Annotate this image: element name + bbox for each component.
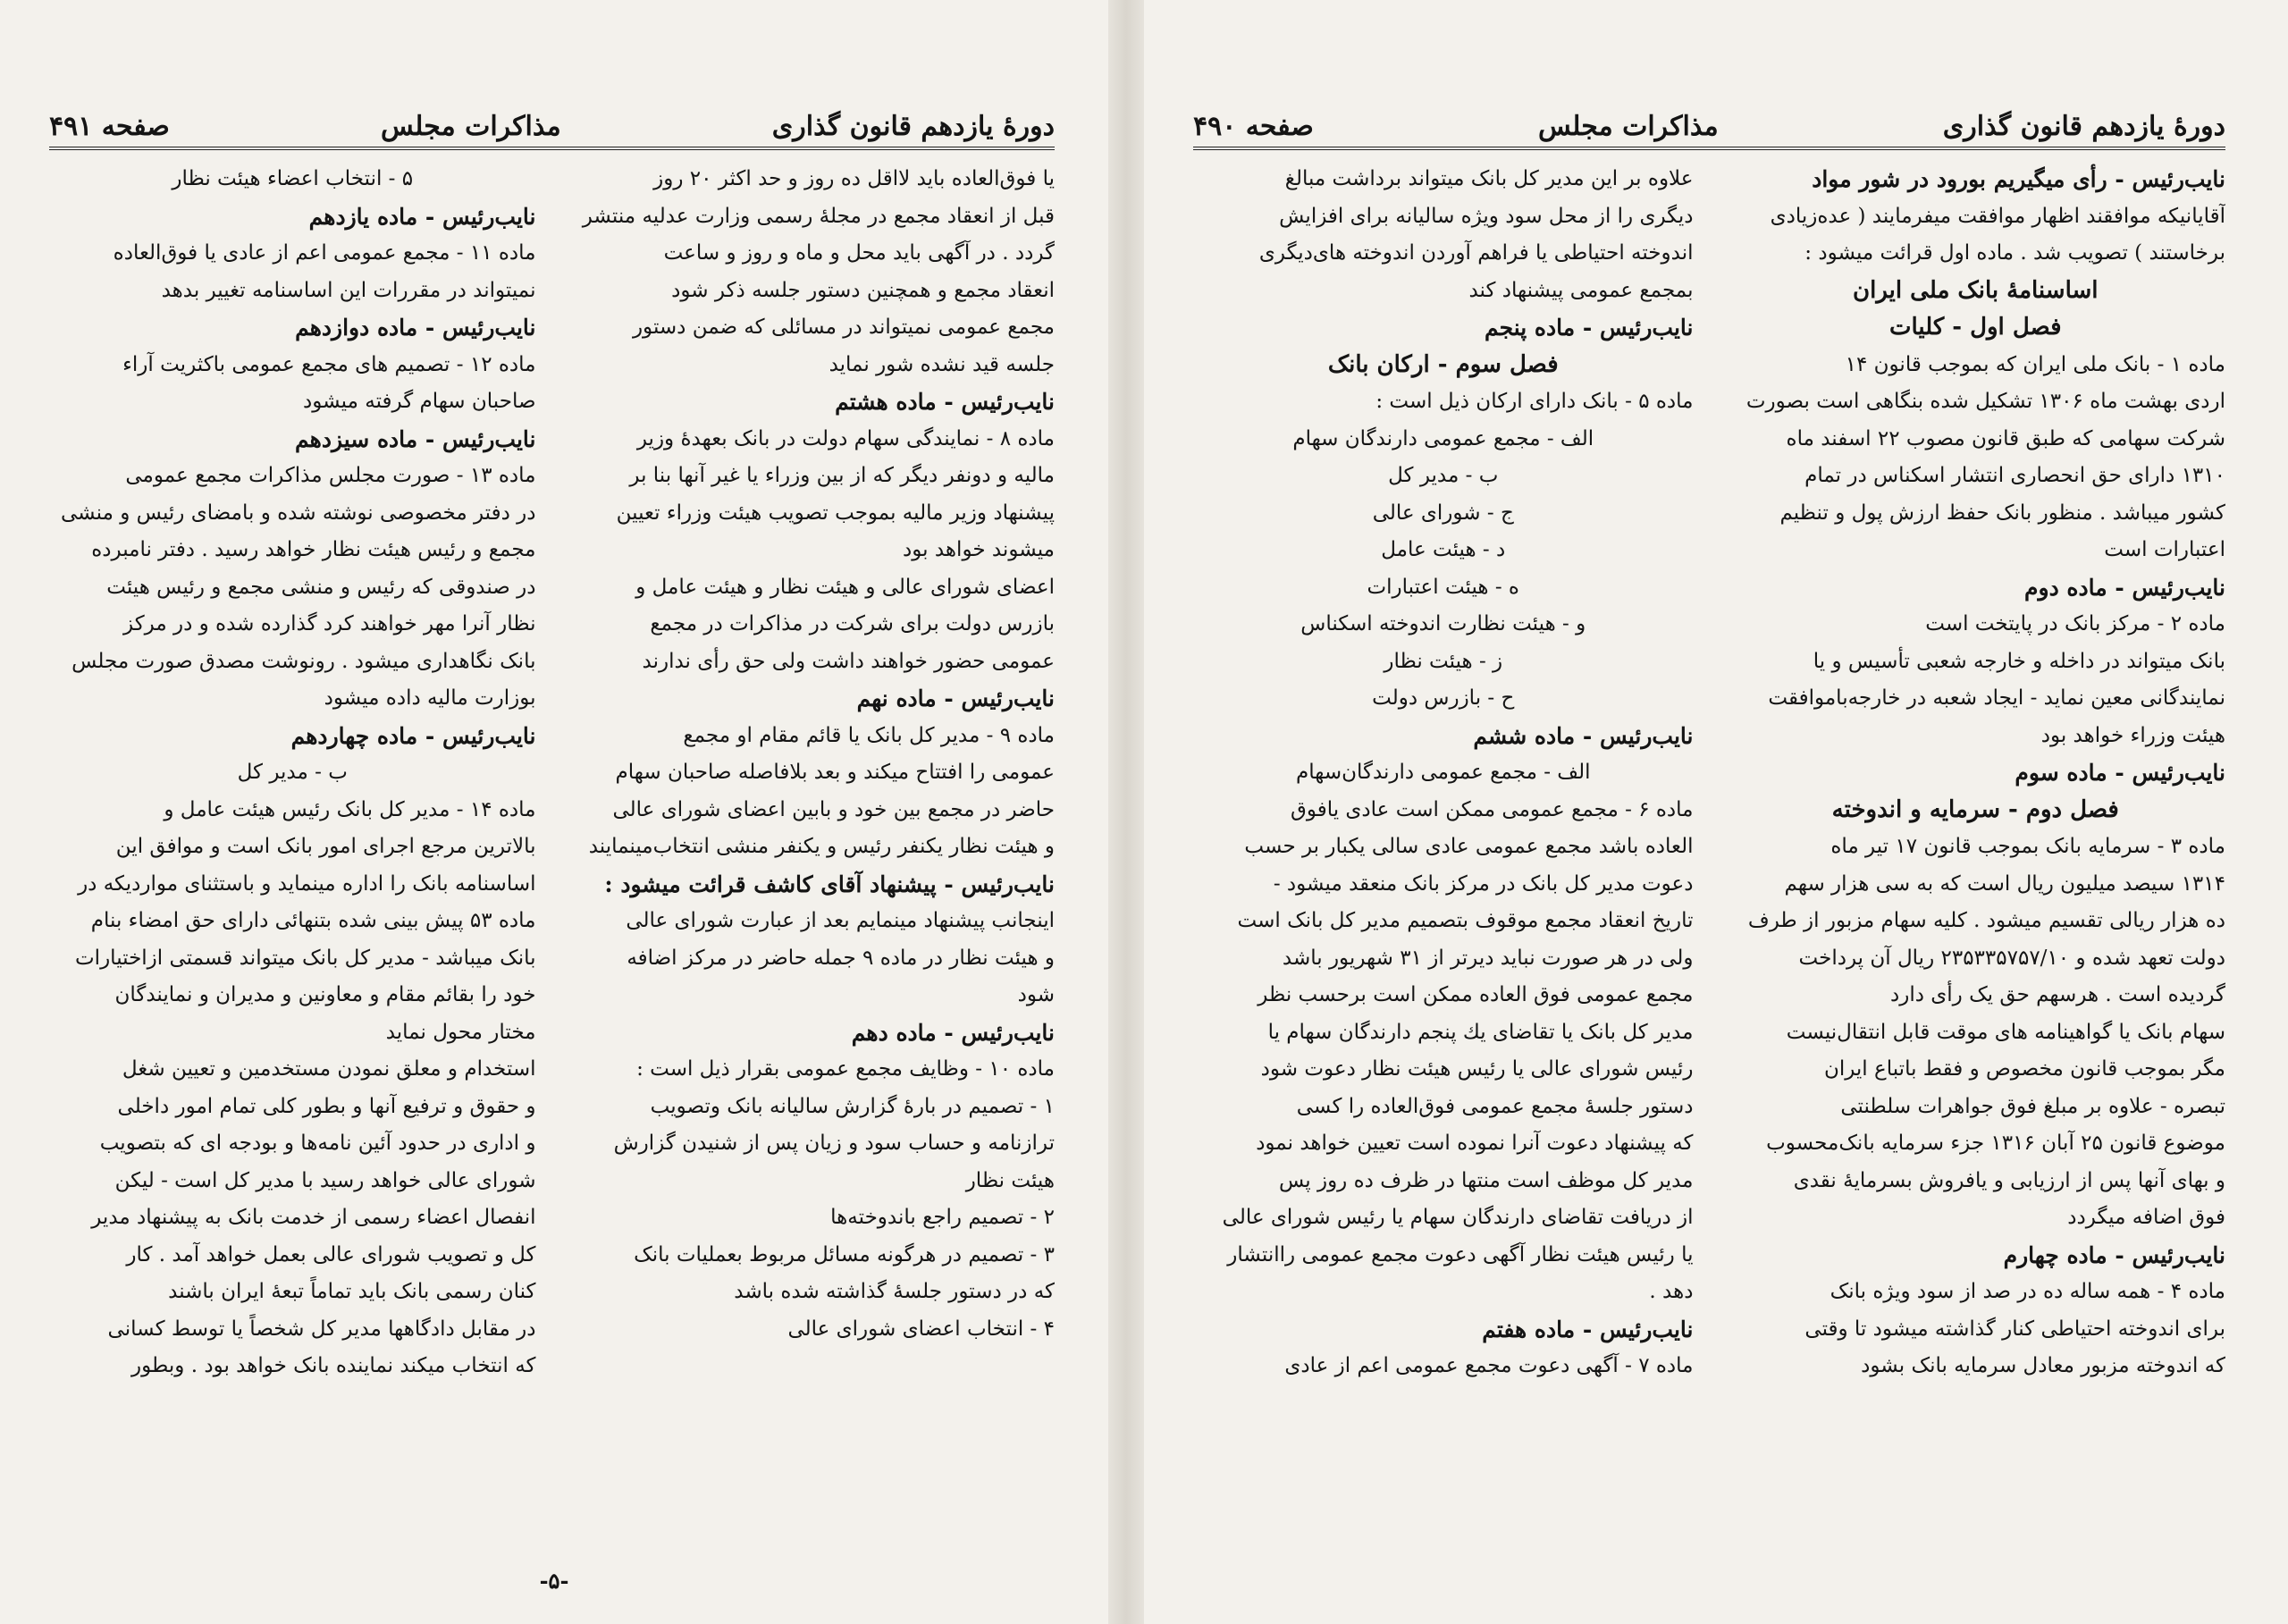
text-line: ۴ - انتخاب اعضای شورای عالی <box>787 1317 1055 1341</box>
text-line: بازرس دولت برای شرکت در مذاکرات در مجمع <box>650 612 1055 635</box>
text-line: ماده ۱۱ - مجمع عمومی اعم از عادی یا فوق‌العاده <box>113 241 536 265</box>
text-line: بانک میباشد - مدیر کل بانک میتواند قسمتی ازاختیارات <box>75 946 536 970</box>
text-line: اعضای شورای عالی و هیئت نظار و هیئت عامل و <box>635 575 1055 599</box>
text-line: عمومی حضور خواهند داشت ولی حق رأی ندارند <box>642 649 1055 673</box>
text-line: ماده ۲ - مرکز بانک در پایتخت است <box>1925 612 2225 635</box>
page-number: صفحه ۴۹۱ <box>49 110 170 142</box>
text-line: فوق اضافه میگردد <box>2067 1206 2225 1229</box>
text-line: ماده ۱۰ - وظایف مجمع عمومی بقرار ذیل است : <box>636 1057 1055 1081</box>
text-line: پیشنهاد وزیر مالیه بموجب تصویب هیئت وزراء تعیین <box>616 501 1055 525</box>
text-line: ماده ۴ - همه ساله ده در صد از سود ویژه بانک <box>1830 1280 2225 1303</box>
text-line: کل و تصویب شورای عالی بعمل خواهد آمد . کار <box>126 1242 536 1266</box>
text-line: ماده ۸ - نمایندگی سهام دولت در بانک بعهدهٔ وزیر <box>636 426 1055 450</box>
text-line: نمیتواند در مقررات این اساسنامه تغییر بدهد <box>161 278 536 302</box>
text-line: تاریخ انعقاد مجمع موقوف بتصمیم مدیر کل بانک است <box>1237 909 1694 932</box>
text-line: الف - مجمع عمومی دارندگان‌سهام <box>1295 761 1591 784</box>
text-line: مدیر کل بانک یا تقاضای یك پنجم دارندگان سهام یا <box>1267 1020 1694 1044</box>
text-line: دهد . <box>1649 1280 1694 1303</box>
text-line: نایب‌رئیس - ماده سیزدهم <box>295 425 536 452</box>
text-line: صاحبان سهام گرفته میشود <box>303 390 536 413</box>
text-line: بانک میتواند در داخله و خارجه شعبی تأسیس و یا <box>1813 649 2225 673</box>
text-line: ماده ۱۲ - تصمیم های مجمع عمومی باکثریت آراء <box>122 352 536 376</box>
text-line: ماده ۱۳ - صورت مجلس مذاکرات مجمع عمومی <box>125 464 536 487</box>
text-line: نایب‌رئیس - ماده ششم <box>1473 722 1694 749</box>
text-line: و حقوق و ترفیع آنها و بطور کلی تمام امور داخلی <box>117 1094 536 1118</box>
text-line: میشوند خواهد بود <box>903 538 1055 561</box>
text-line: ده هزار ریالی تقسیم میشود . کلیه سهام مزبور از طرف <box>1747 909 2225 932</box>
text-line: فصل دوم - سرمایه و اندوخته <box>1831 795 2119 823</box>
header-title: دورهٔ یازدهم قانون گذاری <box>1942 110 2225 142</box>
text-line: فصل اول - کلیات <box>1888 314 2062 341</box>
text-line: و هیئت نظار در ماده ۹ جمله حاضر در مرکز اضافه <box>627 946 1055 970</box>
text-line: جلسه قید نشده شور نماید <box>829 352 1055 376</box>
text-line: ماده ۵۳ پیش بینی شده بتنهائی دارای حق امضاء بنام <box>90 909 536 932</box>
text-line: ب - مدیر کل <box>237 761 348 784</box>
book-gutter <box>1108 0 1144 1624</box>
text-line: مدیر کل موظف است منتها در ظرف ده روز پس <box>1278 1168 1694 1192</box>
text-line: کشور میباشد . منظور بانک حفظ ارزش پول و تنظیم <box>1779 501 2225 525</box>
text-line: ۵ - انتخاب اعضاء هیئت نظار <box>172 167 414 190</box>
text-line: اساسنامهٔ بانک ملی ایران <box>1853 276 2099 304</box>
text-line: فصل سوم - ارکان بانک <box>1327 350 1559 378</box>
text-line: نایب‌رئیس - ماده چهارم <box>2003 1241 2225 1268</box>
text-line: و هیئت نظار یکنفر رئیس و یکنفر منشی انتخاب‌مینمایند <box>588 835 1055 858</box>
text-line: ماده ۳ - سرمایه بانک بموجب قانون ۱۷ تیر ماه <box>1830 835 2225 858</box>
text-line: ماده ۱ - بانک ملی ایران که بموجب قانون ۱۴ <box>1845 352 2225 376</box>
text-line: بانک نگاهداری میشود . رونوشت مصدق صورت مجلس <box>72 649 536 673</box>
text-line: نظار آنرا مهر خواهند کرد گذارده شده و در مرکز <box>123 612 536 635</box>
text-line: اردی بهشت ماه ۱۳۰۶ تشکیل شده بنگاهی است بصورت <box>1745 390 2225 413</box>
column-right <box>1726 161 2226 1588</box>
text-line: عمومی را افتتاح میکند و بعد بلافاصله صاحبان سهام <box>615 761 1055 784</box>
text-line: مختار محول نماید <box>385 1020 536 1044</box>
text-line: دیگری را از محل سود ویژه سالیانه برای افزایش <box>1279 204 1694 228</box>
text-line: نایب‌رئیس - ماده چهاردهم <box>290 722 536 749</box>
text-line: مالیه و دونفر دیگر که از بین وزراء یا غیر آنها بنا بر <box>629 464 1055 487</box>
text-line: ۱۳۱۰ دارای حق انحصاری انتشار اسکناس در تمام <box>1804 464 2225 487</box>
text-line: هیئت نظار <box>965 1168 1055 1192</box>
text-line: و اداری در حدود آئین نامه‌ها و بودجه ای که بتصویب <box>99 1132 536 1155</box>
text-line: ولی در هر صورت نباید دیرتر از ۳۱ شهریور باشد <box>1282 946 1694 970</box>
text-line: اندوخته احتیاطی یا فراهم آوردن اندوخته های‌دیگری <box>1258 241 1694 265</box>
text-line: که اندوخته مزبور معادل سرمایه بانک بشود <box>1861 1354 2225 1377</box>
text-line: ۳ - تصمیم در هرگونه مسائل مربوط بعملیات بانک <box>634 1242 1055 1266</box>
text-line: العاده باشد مجمع عمومی عادی سالی یکبار بر حسب <box>1244 835 1694 858</box>
text-line: انعقاد مجمع و همچنین دستور جلسه ذکر شود <box>671 278 1055 302</box>
text-line: شرکت سهامی که طبق قانون مصوب ۲۲ اسفند ماه <box>1786 426 2225 450</box>
page-header <box>49 105 1055 150</box>
text-line: ۱ - تصمیم در بارهٔ گزارش سالیانه بانک وتصویب <box>650 1094 1055 1118</box>
text-line: ماده ۵ - بانک دارای ارکان ذیل است : <box>1375 390 1694 413</box>
text-line: ۲ - تصمیم راجع باندوخته‌ها <box>830 1206 1055 1229</box>
header-title: دورهٔ یازدهم قانون گذاری <box>771 110 1055 142</box>
text-columns <box>49 161 1055 1588</box>
text-line: مجمع و رئیس هیئت نظار خواهد رسید . دفتر نامبرده <box>91 538 536 561</box>
text-line: گردیده است . هرسهم حق یک رأی دارد <box>1889 983 2225 1006</box>
text-line: بمجمع عمومی پیشنهاد کند <box>1468 278 1694 302</box>
text-line: نایب‌رئیس - ماده یازدهم <box>308 203 536 230</box>
text-line: مجمع عمومی نمیتواند در مسائلی که ضمن دستور <box>632 316 1055 339</box>
page-footer: -۵- <box>539 1568 569 1594</box>
text-line: تبصره - علاوه بر مبلغ فوق جواهرات سلطنتی <box>1840 1094 2225 1118</box>
text-line: در صندوقی که رئیس و منشی مجمع و رئیس هیئت <box>106 575 536 599</box>
text-line: در دفتر مخصوصی نوشته شده و بامضای رئیس و منشی <box>60 501 536 525</box>
text-line: نایب‌رئیس - ماده سوم <box>2015 760 2225 786</box>
text-line: نایب‌رئیس - ماده دوم <box>2024 574 2225 601</box>
text-line: هیئت وزراء خواهد بود <box>2040 723 2225 747</box>
text-line: ماده ۶ - مجمع عمومی ممکن است عادی یافوق‌ <box>1290 797 1694 821</box>
header-center: مذاکرات مجلس <box>381 110 561 142</box>
text-line: نایب‌رئیس - ماده هفتم <box>1482 1316 1694 1342</box>
text-line: و بهای آنها پس از ارزیابی و یافروش بسرمایهٔ نقدی <box>1793 1168 2225 1192</box>
text-line: اعتبارات است <box>2104 538 2225 561</box>
text-line: استخدام و معلق نمودن مستخدمین و تعیین شغل <box>122 1057 536 1081</box>
column-left <box>49 161 536 1588</box>
text-line: ز - هیئت نظار <box>1384 649 1503 673</box>
page-header <box>1193 105 2225 150</box>
text-line: سهام بانک یا گواهینامه های موقت قابل انتقال‌نیست <box>1786 1020 2225 1044</box>
text-line: موضوع قانون ۲۵ آبان ۱۳۱۶ جزء سرمایه بانک‌محسوب <box>1766 1132 2225 1155</box>
text-line: دعوت مدیر کل بانک در مرکز بانک منعقد میشود - <box>1273 871 1694 896</box>
text-line: در مقابل دادگاهها مدیر کل شخصاً یا توسط کسانی <box>107 1317 536 1341</box>
text-line: گردد . در آگهی باید محل و ماه و روز و ساعت <box>663 241 1055 265</box>
text-line: نایب‌رئیس - ماده هشتم <box>835 389 1055 415</box>
text-line: نایب‌رئیس - ماده پنجم <box>1484 315 1694 341</box>
left-page <box>0 0 1108 1624</box>
text-line: انفصال اعضاء رسمی از خدمت بانک به پیشنهاد مدیر <box>91 1206 536 1229</box>
text-line: اساسنامه بانک را اداره مینماید و باستثنای مواردیکه در <box>78 871 536 896</box>
text-line: ۱۳۱۴ سیصد میلیون ریال است که به سی هزار سهم <box>1784 871 2225 896</box>
text-line: دولت تعهد شده و ۲۳۵۳۳۵۷۵۷/۱۰ ریال آن پرداخت <box>1798 946 2225 970</box>
text-line: ج - شورای عالی <box>1372 501 1514 525</box>
text-line: بوزارت مالیه داده میشود <box>324 686 536 710</box>
page-number: صفحه ۴۹۰ <box>1193 110 1314 142</box>
text-line: کنان رسمی بانک باید تماماً تبعهٔ ایران باشند <box>168 1280 536 1303</box>
text-line: رئیس شورای عالی یا رئیس هیئت نظار دعوت شود <box>1260 1057 1694 1081</box>
text-line: خود را بقائم مقام و معاونین و مدیران و نمایندگان <box>114 983 536 1006</box>
text-line: از دریافت تقاضای دارندگان سهام یا رئیس شورای عالی <box>1222 1206 1694 1229</box>
header-center: مذاکرات مجلس <box>1538 110 1719 142</box>
text-line: نایب‌رئیس - ماده دوازدهم <box>295 315 536 341</box>
text-line: ماده ۱۴ - مدیر کل بانک رئیس هیئت عامل و <box>164 797 536 821</box>
text-line: ح - بازرس دولت <box>1372 686 1515 710</box>
column-left <box>1193 161 1694 1588</box>
text-line: دستور جلسهٔ مجمع عمومی فوق‌العاده را کسی <box>1296 1094 1694 1118</box>
text-line: برخاستند ) تصویب شد . ماده اول قرائت میشود : <box>1804 241 2225 265</box>
text-line: نمایندگانی معین نماید - ایجاد شعبه در خارجه‌باموافقت <box>1768 686 2225 710</box>
text-line: مگر بموجب قانون مخصوص و فقط باتباع ایران <box>1823 1057 2225 1081</box>
text-line: ترازنامه و حساب سود و زیان پس از شنیدن گزارش <box>613 1132 1055 1155</box>
text-line: نایب‌رئیس - پیشنهاد آقای کاشف قرائت میشود : <box>604 871 1055 897</box>
text-line: یا رئیس هیئت نظار آگهی دعوت مجمع عمومی راانتشار <box>1227 1242 1694 1266</box>
text-line: که در دستور جلسهٔ گذاشته شده باشد <box>734 1280 1055 1303</box>
text-line: علاوه بر این مدیر کل بانک میتواند برداشت مبالغ <box>1284 167 1694 190</box>
text-line: مجمع عمومی فوق العاده ممکن است برحسب نظر <box>1258 983 1694 1006</box>
text-line: ماده ۹ - مدیر کل بانک یا قائم مقام او مجمع <box>683 723 1055 747</box>
text-columns <box>1193 161 2225 1588</box>
text-line: د - هیئت عامل <box>1381 538 1506 561</box>
text-line: بالاترین مرجع اجرای امور بانک است و موافق این <box>115 835 536 858</box>
text-line: شورای عالی خواهد رسید با مدیر کل است - لیکن <box>114 1168 536 1192</box>
text-line: ه - هیئت اعتبارات <box>1367 575 1519 599</box>
text-line: که انتخاب میکند نماینده بانک خواهد بود . وبطور <box>131 1354 536 1377</box>
text-line: نایب‌رئیس - ماده دهم <box>851 1019 1055 1046</box>
text-line: ماده ۷ - آگهی دعوت مجمع عمومی اعم از عادی <box>1284 1354 1694 1377</box>
text-line: ب - مدیر کل <box>1388 464 1499 487</box>
text-line: الف - مجمع عمومی دارندگان سهام <box>1292 426 1594 450</box>
text-line: نایب‌رئیس - ماده نهم <box>856 686 1055 711</box>
text-line: و - هیئت نظارت اندوخته اسکناس <box>1300 612 1586 635</box>
text-line: که پیشنهاد دعوت آنرا نموده است تعیین خواهد نمود <box>1256 1132 1694 1155</box>
text-line: قبل از انعقاد مجمع در مجلهٔ رسمی وزارت عدلیه منتشر <box>582 204 1055 228</box>
column-right <box>568 161 1056 1588</box>
right-page <box>1144 0 2288 1624</box>
text-line: حاضر در مجمع بین خود و بابین اعضای شورای عالی <box>612 797 1055 821</box>
text-line: یا فوق‌العاده باید لااقل ده روز و حد اکثر ۲۰ روز <box>653 167 1055 190</box>
text-line: شود <box>1017 983 1055 1006</box>
text-line: نایب‌رئیس - رأی میگیریم بورود در شور مواد <box>1812 166 2225 192</box>
text-line: برای اندوخته احتیاطی کنار گذاشته میشود تا وقتی <box>1804 1317 2225 1341</box>
text-line: اینجانب پیشنهاد مینمایم بعد از عبارت شورای عالی <box>626 909 1055 932</box>
text-line: آقایانیکه موافقند اظهار موافقت میفرمایند ( عده‌زیادی <box>1770 204 2225 228</box>
